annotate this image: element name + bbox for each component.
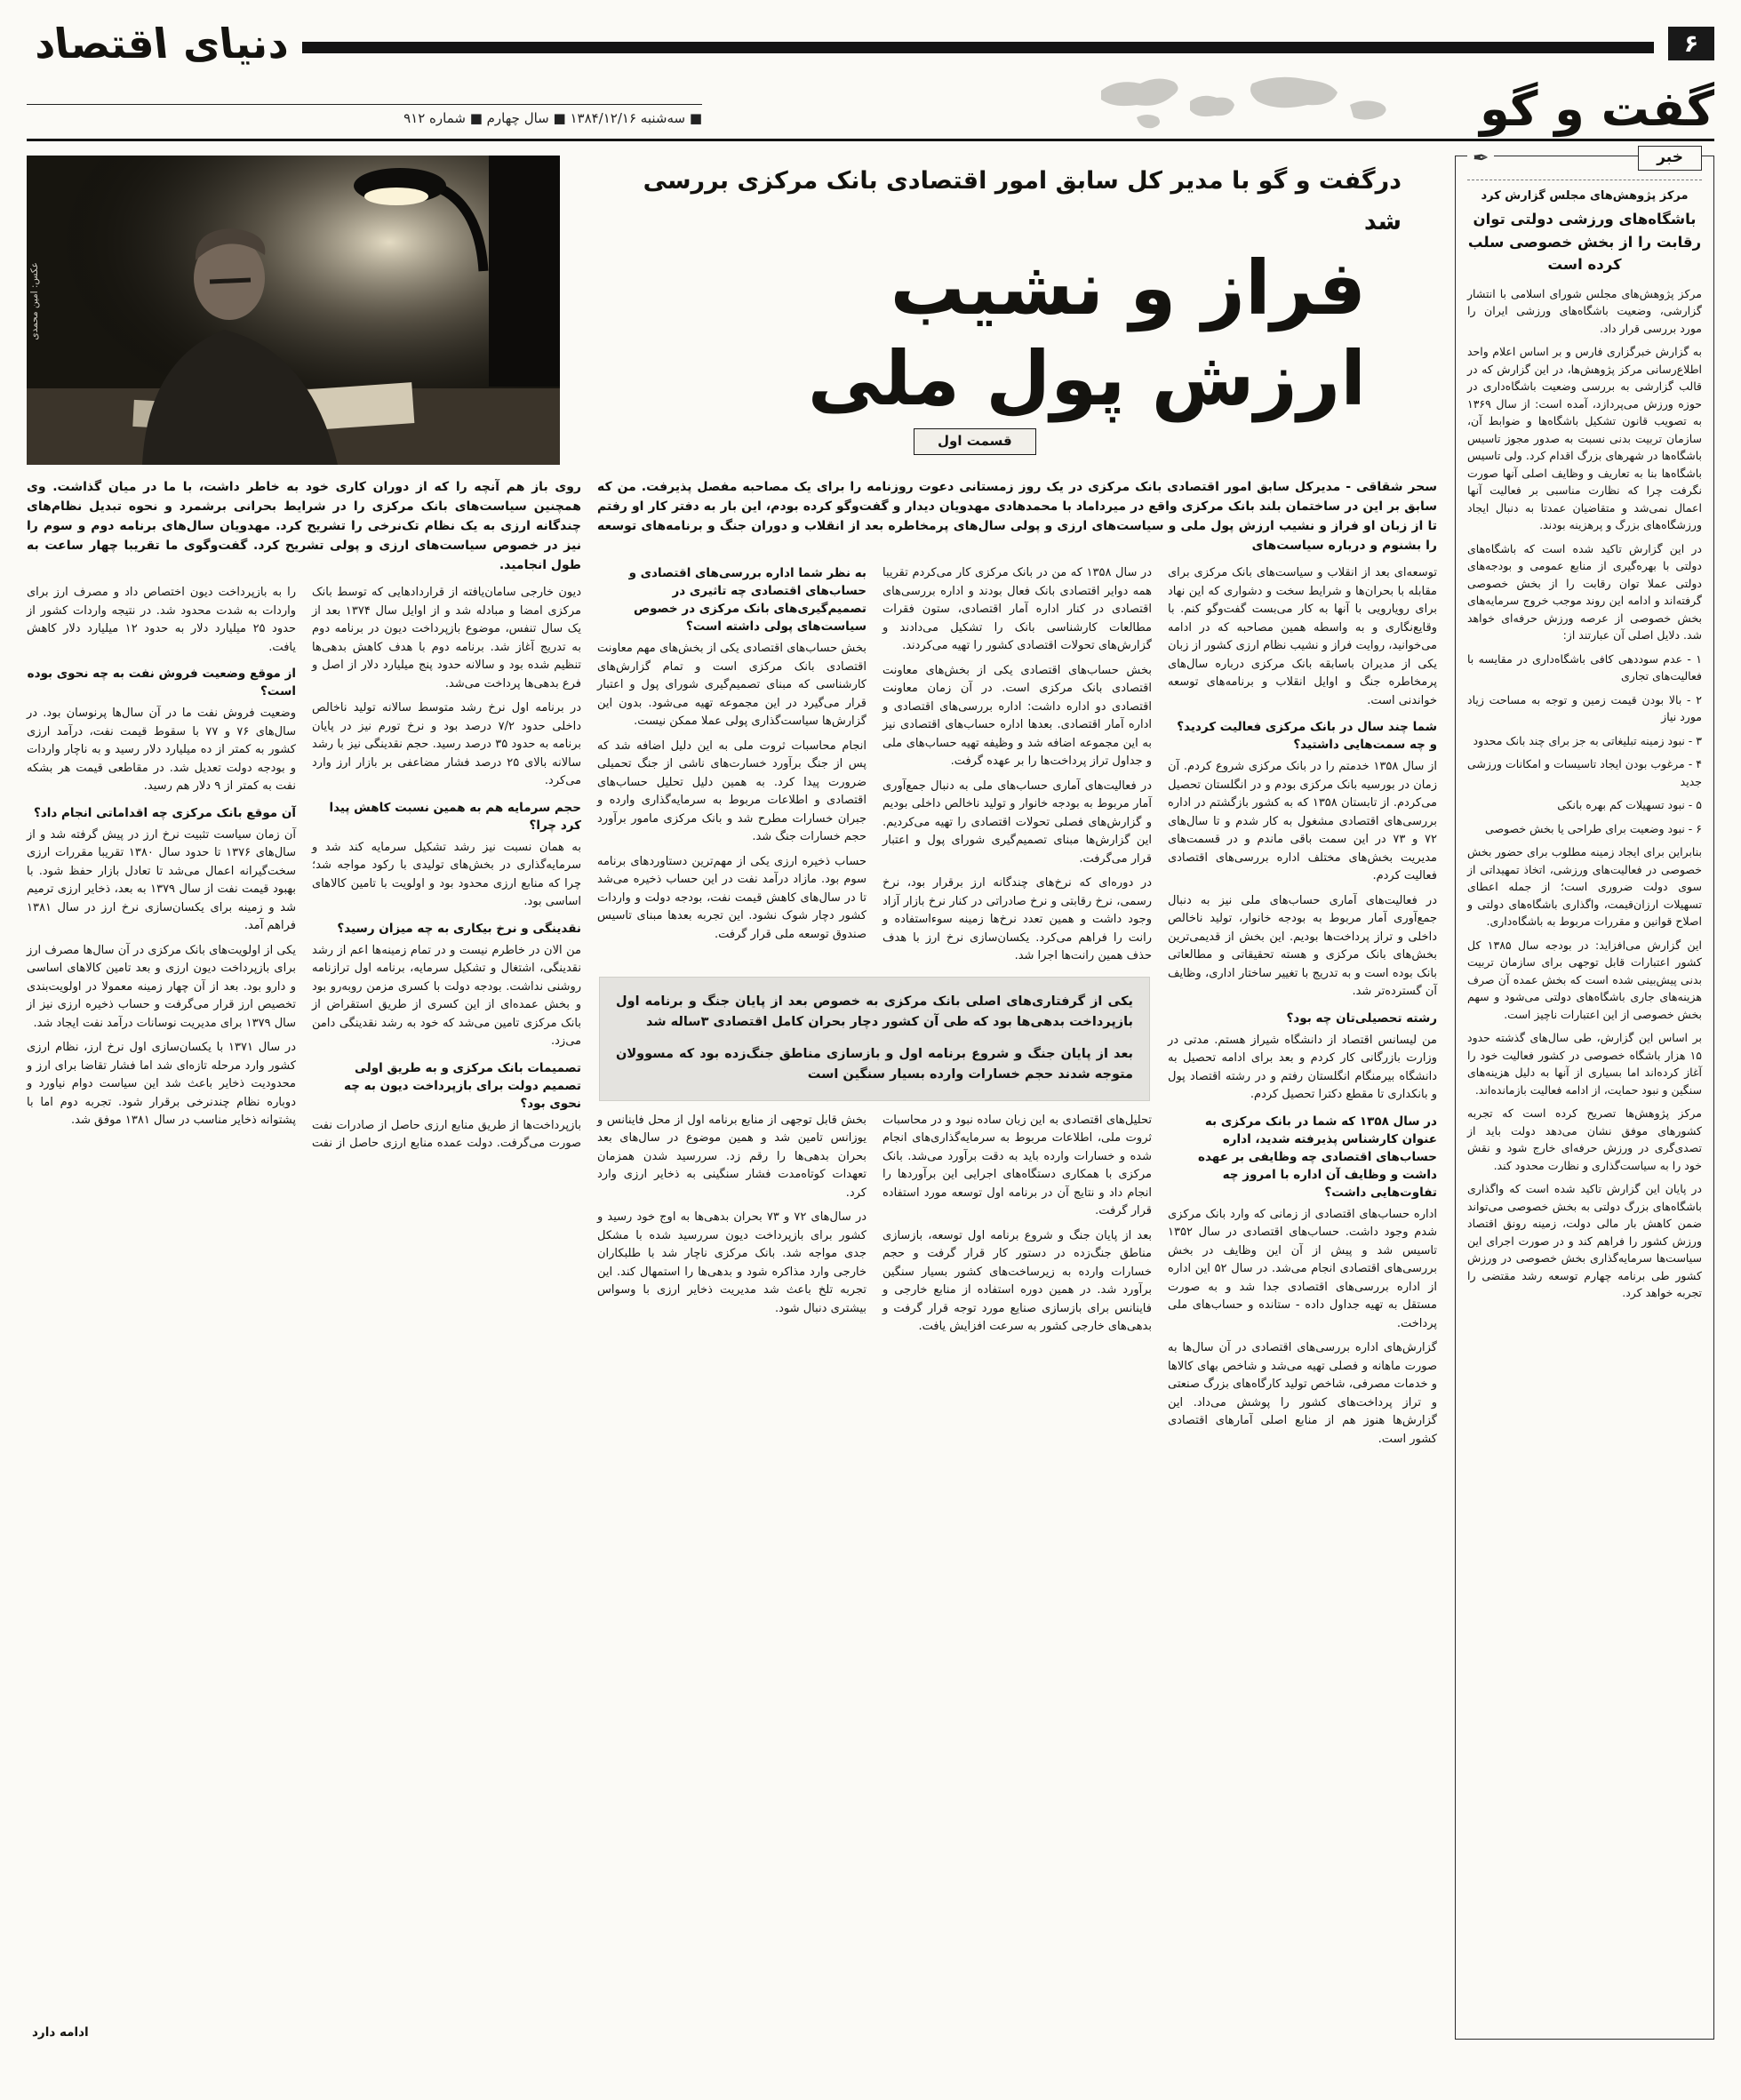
news-sidebar [1455,147,1714,2040]
news-header [1467,146,1702,171]
body-paragraph: اداره حساب‌های اقتصادی از زمانی که وارد بانک مرکزی شدم وجود داشت. حساب‌های اقتصادی در سال ۱۳۵۲ تاسیس شد و پیش از آن این وظایف در بخش بررسی‌های اقتصادی انجام می‌شد. در سال ۵۲ این اداره از اداره بررسی‌های اقتصادی جدا شد و به صورت مستقل به تهیه جداول داده - ستانده و حساب‌های ملی پرداخت. [1168,1207,1437,1330]
body-paragraph: در سال ۱۳۵۸ که من در بانک مرکزی کار می‌کردم تقریبا همه دوایر اقتصادی بانک فعال بودند و اداره بررسی‌های اقتصادی در کنار اداره آمار اقتصادی، ستون فقرات مطالعات کارشناسی بانک را تشکیل می‌دادند و گزارش‌های تحولات اقتصادی کشور را تهیه می‌کردند. [882,566,1152,652]
body-paragraph: در فعالیت‌های آماری حساب‌های ملی به دنبال جمع‌آوری آمار مربوط به بودجه خانوار و تولید ناخالص داخلی بودیم و گزارش‌های فصلی تحولات اقتصادی را تهیه می‌کردیم. این گزارش‌ها مبنای تصمیم‌گیری شورای پول و اعتبار قرار می‌گرفت. [882,779,1152,866]
question-heading: تصمیمات بانک مرکزی و به طریق اولی تصمیم دولت برای بازپرداخت دیون به چه نحوی بود؟ [344,1060,581,1111]
news-body [1467,285,1702,1302]
article-photo [27,156,560,465]
body-paragraph: در فعالیت‌های آماری حساب‌های ملی نیز به دنبال جمع‌آوری آمار مربوط به بودجه خانوار، تولید ناخالص داخلی و تراز پرداخت‌ها بودیم. این بخش از قدیمی‌ترین بخش‌های بانک مرکزی و هسته تحقیقاتی و مطالعاتی بانک بوده است و به تدریج با تغییر ساختار اداری، وظایف آن گسترده‌تر شد. [1168,893,1437,998]
page-content [27,147,1714,2040]
headline-line2: ارزش پول ملی [807,335,1366,423]
lead-paragraph-left: روی باز هم آنچه را که از دوران کاری خود به خاطر داشت، با ما در میان گذاشت. وی همچنین سیاست‌های بانک مرکزی را در شرایط بحرانی برشمرد و نحوه تبدیل نظام‌های چندگانه ارزی به یک نظام تک‌نرخی را تشریح کرد. مهدویان سال‌های برنامه دوم و سوم را نیز در خصوص سیاست‌های ارزی و پولی تشریح کرد. گفت‌وگوی ما تقریبا چهار ساعت به طول انجامید. [27,480,581,572]
body-paragraph: از سال ۱۳۵۸ خدمتم را در بانک مرکزی شروع کردم. آن زمان در بورسیه بانک مرکزی بودم و در انگلستان تحصیل می‌کردم. از تابستان ۱۳۵۸ که به کشور بازگشتم در اداره بررسی‌های اقتصادی مشغول به کار شدم و تا سال‌های ۷۲ و ۷۳ در این سمت باقی ماندم و در قسمت‌های مدیریت بخش‌های مختلف اداره بررسی‌های اقتصادی فعالیت کردم. [1168,760,1437,882]
body-paragraph: مرکز پژوهش‌ها تصریح کرده است که تجربه کشورهای موفق نشان می‌دهد دولت باید از تصدی‌گری در ورزش حرفه‌ای خارج شود و نقش خود را به سیاست‌گذاری و نظارت محدود کند. [1467,1106,1702,1172]
question-heading: شما چند سال در بانک مرکزی فعالیت کردید؟ و چه سمت‌هایی داشتید؟ [1177,720,1437,752]
question-heading: نقدینگی و نرخ بیکاری به چه میزان رسید؟ [337,921,581,936]
body-paragraph: بازپرداخت‌ها از طریق منابع ارزی حاصل از صادرات نفت صورت می‌گرفت. دولت عمده منابع ارزی حاصل از نفت را به بازپرداخت دیون اختصاص داد و مصرف ارز برای واردات به شدت محدود شد. در نتیجه واردات کشور از حدود ۲۵ میلیارد دلار به حدود ۱۲ میلیارد دلار کاهش یافت. [27,586,581,1150]
headline-block [576,156,1437,465]
body-paragraph: در دوره‌ای که نرخ‌های چندگانه ارز برقرار بود، نرخ رسمی، نرخ رقابتی و نرخ صادراتی در کنار نرخ بازار آزاد وجود داشت و همین تعدد نرخ‌ها زمینه سوءاستفاده و رانت را فراهم می‌کرد. یکسان‌سازی نرخ ارز با هدف حذف همین رانت‌ها اجرا شد. [882,876,1152,962]
date-line: ■ سه‌شنبه ۱۳۸۴/۱۲/۱۶ ■ سال چهارم ■ شماره ۹۱۲ [27,104,702,133]
list-line: ۲ - بالا بودن قیمت زمین و توجه به مساحت زیاد مورد نیاز [1467,692,1702,724]
body-paragraph: بخش حساب‌های اقتصادی یکی از بخش‌های معاونت اقتصادی بانک مرکزی است. در آن زمان معاونت اقتصادی دو اداره داشت: اداره بررسی‌های اقتصادی و اداره آمار اقتصادی. بعدها اداره حساب‌های اقتصادی نیز به این مجموعه اضافه شد و وظیفه تهیه حساب‌های ملی و جداول تراز پرداخت‌ها را بر عهده گرفت. [882,663,1152,768]
body-paragraph: آن زمان سیاست تثبیت نرخ ارز در پیش گرفته شد و از سال‌های ۱۳۷۶ تا حدود سال ۱۳۸۰ تقریبا مقررات ارزی سخت‌گیرانه اعمال می‌شد تا تعادل بازار حفظ شود. با بهبود قیمت نفت از سال ۱۳۷۹ به بعد، ذخایر ارزی ترمیم شد و زمینه برای یکسان‌سازی نرخ ارز در سال ۱۳۸۱ فراهم آمد. [27,827,296,932]
list-line: ۴ - مرغوب بودن ایجاد تاسیسات و امکانات ورزشی جدید [1467,757,1702,788]
body-paragraph: بخش حساب‌های اقتصادی یکی از بخش‌های مهم معاونت اقتصادی بانک مرکزی است و تمام گزارش‌های کارشناسی که مبنای تصمیم‌گیری شورای پول و اعتبار قرار می‌گیرد در این مجموعه تهیه می‌شود. بدون این گزارش‌ها سیاست‌گذاری پولی عملا ممکن نیست. [597,642,867,728]
badge-row [576,428,1437,455]
body-paragraph: دیون خارجی سامان‌یافته از قراردادهایی که توسط بانک مرکزی امضا و مبادله شد و از اوایل سال ۱۳۷۴ بعد از یک سال تنفس، موضوع بازپرداخت دیون در برنامه دوم به تدریج آغاز شد. برنامه دوم با هدف کاهش بدهی‌ها تنظیم شده بود و سالانه حدود پنج میلیارد دلار از اصل و فرع بدهی‌ها پرداخت می‌شد. [312,586,581,691]
body-paragraph: در سال‌های ۷۲ و ۷۳ بحران بدهی‌ها به اوج خود رسید و کشور برای بازپرداخت دیون سررسید شده با مشکل جدی مواجه شد. بانک مرکزی ناچار شد با طلبکاران خارجی وارد مذاکره شود و بدهی‌ها را استمهال کند. این تجربه تلخ باعث شد مدیریت ذخایر ارزی با وسواس بیشتری دنبال شود. [597,1210,867,1315]
body-paragraph: به همان نسبت نیز رشد تشکیل سرمایه کند شد و سرمایه‌گذاری در بخش‌های تولیدی با رکود مواجه شد؛ چرا که منابع ارزی محدود بود و اولویت با تامین کالاهای اساسی بود. [312,840,581,908]
photo-caption: عکس: امین محمدی [29,262,40,340]
pull-quote-box [599,977,1150,1101]
page-number-badge: ۶ [1668,27,1714,60]
list-line: ۳ - نبود زمینه تبلیغاتی به جز برای چند بانک محدود [1473,733,1702,747]
body-paragraph: در این گزارش تاکید شده است که باشگاه‌های دولتی با بهره‌گیری از منابع عمومی و بودجه‌های دولتی عملا توان رقابت را از بخش خصوصی گرفته‌اند و ادامه این روند موجب خروج سرمایه‌های بخش خصوصی از عرصه ورزش حرفه‌ای خواهد شد. دلایل اصلی آن عبارتند از: [1467,541,1702,643]
question-heading: آن موقع بانک مرکزی چه اقداماتی انجام داد؟ [33,805,296,820]
question-heading: حجم سرمایه هم به همین نسبت کاهش پیدا کرد چرا؟ [329,800,581,833]
article-headline [576,243,1437,425]
middle-columns-top [597,564,1152,966]
header-bar [302,42,1654,53]
body-paragraph: در پایان این گزارش تاکید شده است که واگذاری باشگاه‌های بزرگ دولتی به بخش خصوصی می‌تواند ضمن کاهش بار مالی دولت، زمینه رونق اقتصاد ورزش کشور را فراهم کند و در صورت اجرای این سیاست‌ها سرمایه‌گذاری بخش خصوصی در ورزش کشور طی برنامه چهارم توسعه رشد مقتضی را تجربه خواهد کرد. [1467,1182,1702,1300]
body-paragraph: مرکز پژوهش‌های مجلس شورای اسلامی با انتشار گزارشی، وضعیت باشگاه‌های ورزشی ایران را مورد بررسی قرار داد. [1467,286,1702,335]
body-paragraph: گزارش‌های اداره بررسی‌های اقتصادی در آن سال‌ها به صورت ماهانه و فصلی تهیه می‌شد و شاخص بهای کالاها و خدمات مصرفی، شاخص تولید کارگاه‌های بزرگ صنعتی و تراز پرداخت‌های کشور را پوشش می‌داد. این گزارش‌ها هنوز هم از منابع اصلی آمارهای اقتصادی کشور است. [1168,1341,1437,1446]
body-paragraph: در برنامه اول نرخ رشد متوسط سالانه تولید ناخالص داخلی حدود ۷/۲ درصد بود و نرخ تورم نیز در پایان برنامه به حدود ۳۵ درصد رسید. حجم نقدینگی نیز با رشد سالانه بالای ۲۵ درصد فشار مضاعفی بر بازار ارز وارد می‌کرد. [312,701,582,787]
body-left-zone [27,477,581,2040]
continued-marker: ادامه دارد [32,2025,89,2040]
part-badge: قسمت اول [914,428,1036,455]
paper-logo: دنیای اقتصاد [31,20,291,68]
question-heading: رشته تحصیلی‌تان چه بود؟ [1286,1010,1437,1026]
news-kicker: مرکز پژوهش‌های مجلس گزارش کرد [1481,189,1689,203]
news-label: خبر [1638,146,1702,171]
right-columns [597,564,1437,2040]
question-heading: از موقع وضعیت فروش نفت به چه نحوی بوده است؟ [27,667,296,699]
body-paragraph: یکی از اولویت‌های بانک مرکزی در آن سال‌ها مصرف ارز برای بازپرداخت دیون ارزی و بعد تامین کالاهای اساسی و دارو بود. بعد از آن چهار زمینه معمولا در اولویت‌بندی تخصیص ارز قرار می‌گرفت و حساب ذخیره ارزی نیز از سال ۱۳۷۹ برای مدیریت نوسانات درآمد نفت ایجاد شد. [27,943,296,1030]
body-paragraph: به گزارش خبرگزاری فارس و بر اساس اعلام واحد اطلاع‌رسانی مرکز پژوهش‌ها، در این گزارش که در قالب گزارشی به بررسی وضعیت باشگاه‌داری در حوزه ورزش می‌پردازد، آمده است: از سال ۱۳۶۹ به تصویب قانون تشکیل باشگاه‌ها و ضوابط آن، سازمان تربیت بدنی نسبت به صدور مجوز تاسیس باشگاه‌ها در شهرهای بزرگ اقدام کرد. ولی تاسیس باشگاه‌ها بنا به تعاریف و وظایف اصلی آنها صورت نگرفت چرا که نظارت مناسبی بر فعالیت آنها اعمال نمی‌شد و متقاضیان عمدتا به دنبال ایجاد ورزشگاه‌های بزرگ و پرهزینه بودند. [1467,345,1702,532]
world-map-icon [1083,66,1421,135]
article-top [27,156,1437,465]
body-paragraph: انجام محاسبات ثروت ملی به این دلیل اضافه شد که پس از جنگ برآورد خسارت‌های ناشی از جنگ تحمیلی ضرورت پیدا کرد. به همین دلیل تحلیل حساب‌های اقتصادی و اطلاعات مربوط به سرمایه‌گذاری وارده و جبران خسارات مطرح شد و بانک مرکزی مامور برآورد حجم خسارات جنگ شد. [597,739,867,843]
body-paragraph: بخش قابل توجهی از منابع برنامه اول از محل فاینانس و یوزانس تامین شد و همین موضوع در سال‌های بعد بحران بدهی‌ها را رقم زد. سررسید شدن همزمان تعهدات کوتاه‌مدت فشار سنگینی به ذخایر ارزی وارد کرد. [597,1113,867,1200]
body-paragraph: من الان در خاطرم نیست و در تمام زمینه‌ها اعم از رشد نقدینگی، اشتغال و تشکیل سرمایه، برنامه اول ترازنامه روشنی نداشت. بودجه دولت با کسری مزمن روبه‌رو بود و بخش عمده‌ای از این کسری از طریق استقراض از بانک مرکزی تامین می‌شد که خود به رشد نقدینگی دامن می‌زد. [312,943,581,1048]
headline-line1: فراز و نشیب [890,244,1366,331]
main-article [27,156,1437,2040]
news-title: باشگاه‌های ورزشی دولتی توان رقابت را از بخش خصوصی سلب کرده است [1467,211,1702,274]
body-paragraph: من لیسانس اقتصاد از دانشگاه شیراز هستم. مدتی در وزارت بازرگانی کار کردم و بعد برای ادامه تحصیل به دانشگاه بیرمنگام انگلستان رفتم و در رشته اقتصاد پول و بانکداری تا مقطع دکترا تحصیل کردم. [1168,1033,1437,1101]
pull-quote-1: یکی از گرفتاری‌های اصلی بانک مرکزی به خصوص بعد از پایان جنگ و برنامه اول بازپرداخت بدهی‌ها بود که طی آن کشور دچار بحران کامل اقتصادی ۳ساله شد [616,994,1133,1029]
list-line: ۶ - نبود وضعیت برای طراحی یا بخش خصوصی [1485,821,1702,835]
photo-illustration [27,156,560,465]
body-paragraph: بر اساس این گزارش، طی سال‌های گذشته حدود ۱۵ هزار باشگاه خصوصی در کشور فعالیت خود را آغاز کرده‌اند اما بسیاری از آنها به دلیل هزینه‌های سنگین و نبود حمایت، از ادامه فعالیت بازمانده‌اند. [1467,1031,1702,1097]
body-paragraph: تحلیل‌های اقتصادی به این زبان ساده نبود و در محاسبات ثروت ملی، اطلاعات مربوط به سرمایه‌گذاری‌های انجام شده و خسارات وارده باید به دقت برآورد می‌شد. بانک مرکزی با همکاری دستگاه‌های اجرایی این برآوردها را انجام داد و نتایج آن در برنامه اول توسعه مورد استفاده قرار گرفت. [882,1113,1152,1218]
middle-columns-bottom [597,1112,1152,1337]
body-paragraph: حساب ذخیره ارزی یکی از مهم‌ترین دستاوردهای برنامه سوم بود. مازاد درآمد نفت در این حساب ذخیره می‌شد تا در سال‌های کاهش قیمت نفت، بودجه دولت و واردات کشور دچار شوک نشود. این تجربه بعدها مبنای تاسیس صندوق توسعه ملی قرار گرفت. [597,854,867,941]
body-paragraph: توسعه‌ای بعد از انقلاب و سیاست‌های بانک مرکزی برای مقابله با بحران‌ها و شرایط سخت و دشواری که این نهاد برای رویارویی با آنها به کار می‌بست گفت‌وگو کنم. با وقایع‌نگاری و به واسطه همین مصاحبه که در ادامه می‌خوانید، روایت فراز و نشیب نظام ارزی کشور از زبان یکی از مدیران باسابقه بانک مرکزی درباره سال‌های پرمخاطره جنگ و اوایل انقلاب و برنامه‌های توسعه خواندنی است. [1168,566,1437,707]
list-line: ۱ - عدم سوددهی کافی باشگاه‌داری در مقایسه با فعالیت‌های تجاری [1467,651,1702,683]
section-title: گفت و گو [1480,81,1714,137]
middle-columns [597,564,1152,2040]
body-paragraph: وضعیت فروش نفت ما در آن سال‌ها پرنوسان بود. در سال‌های ۷۶ و ۷۷ با سقوط قیمت نفت، درآمد ارزی کشور به کمتر از ده میلیارد دلار رسید و به ناچار واردات و بودجه دولت تعدیل شد. در مقاطعی قیمت هر بشکه نفت به کمتر از ۹ دلار هم رسید. [27,707,296,793]
question-heading: در سال ۱۳۵۸ که شما در بانک مرکزی به عنوان کارشناس پذیرفته شدید، اداره حساب‌های اقتصادی چه وظایفی بر عهده داشت و وظایف آن اداره با امروز چه تفاوت‌هایی داشت؟ [1198,1114,1437,1200]
body-paragraph: بعد از پایان جنگ و شروع برنامه اول توسعه، بازسازی مناطق جنگ‌زده در دستور کار قرار گرفت و حجم خسارات وارده به زیرساخت‌های کشور بسیار سنگین برآورد شد. در همین دوره استفاده از منابع خارجی و فاینانس برای بازسازی صنایع مورد توجه قرار گرفت و بدهی‌های خارجی کشور به سرعت افزایش یافت. [882,1228,1152,1333]
body-paragraph: در سال ۱۳۷۱ با یکسان‌سازی اول نرخ ارز، نظام ارزی کشور وارد مرحله تازه‌ای شد اما فشار تقاضا برای ارز و محدودیت ذخایر باعث شد این سیاست دوام نیاورد و دوباره نظام چندنرخی برقرار شود. تجربه دوم اما با پشتوانه ذخایر مناسب در سال ۱۳۸۱ موفق شد. [27,1041,296,1127]
list-line: ۵ - نبود تسهیلات کم بهره بانکی [1557,798,1702,812]
pull-quote-2: بعد از پایان جنگ و شروع برنامه اول و بازسازی مناطق جنگ‌زده بود که مسوولان متوجه شدند حجم خسارات وارده بسیار سنگین است [616,1046,1133,1082]
article-kicker: درگفت و گو با مدیر کل سابق امور اقتصادی بانک مرکزی بررسی شد [643,167,1402,236]
body-right-zone [597,477,1437,2040]
column-1 [1168,564,1437,2040]
question-heading: به نظر شما اداره بررسی‌های اقتصادی و حساب‌های اقتصادی چه تاثیری در تصمیم‌گیری‌های بانک مرکزی در خصوص سیاست‌های پولی داشته است؟ [628,566,867,634]
body-paragraph: بنابراین برای ایجاد زمینه مطلوب برای حضور بخش خصوصی در فعالیت‌های ورزشی، اتخاذ تمهیداتی از سوی دولت ضروری است؛ از جمله اعطای تسهیلات ارزان‌قیمت، واگذاری باشگاه‌های دولتی و اصلاح قوانین و مقررات مربوط به باشگاه‌داری. [1467,845,1702,929]
body-paragraph: این گزارش می‌افزاید: در بودجه سال ۱۳۸۵ کل کشور اعتبارات قابل توجهی برای سازمان تربیت بدنی پیش‌بینی شده است که بخش عمده آن صرف هزینه‌های جاری باشگاه‌های دولتی می‌شود و سهم بخش خصوصی از این اعتبارات ناچیز است. [1467,938,1702,1021]
left-columns [27,584,581,2020]
lead-paragraph-right: سحر شقاقی - مدیرکل سابق امور اقتصادی بانک مرکزی در یک روز زمستانی دعوت روزنامه را برای یک مصاحبه مفصل پذیرفت. من که سابق بر این در ساختمان بلند بانک مرکزی واقع در میرداماد با محمدهادی مهدویان دیدار و گفت‌وگو کرده بودم، این بار به دفتر کار او رفتم تا از زبان او فراز و نشیب ارزش پول ملی و سیاست‌های ارزی و پولی سال‌های پرمخاطره بعد از انقلاب و دوران جنگ و برنامه‌های توسعه را بشنوم و درباره سیاست‌های [597,480,1437,553]
header-second-row [27,69,1714,137]
header [27,20,1714,68]
quill-pen-icon: ✒ [1467,148,1494,170]
article-body [27,477,1437,2040]
header-rule [27,139,1714,141]
